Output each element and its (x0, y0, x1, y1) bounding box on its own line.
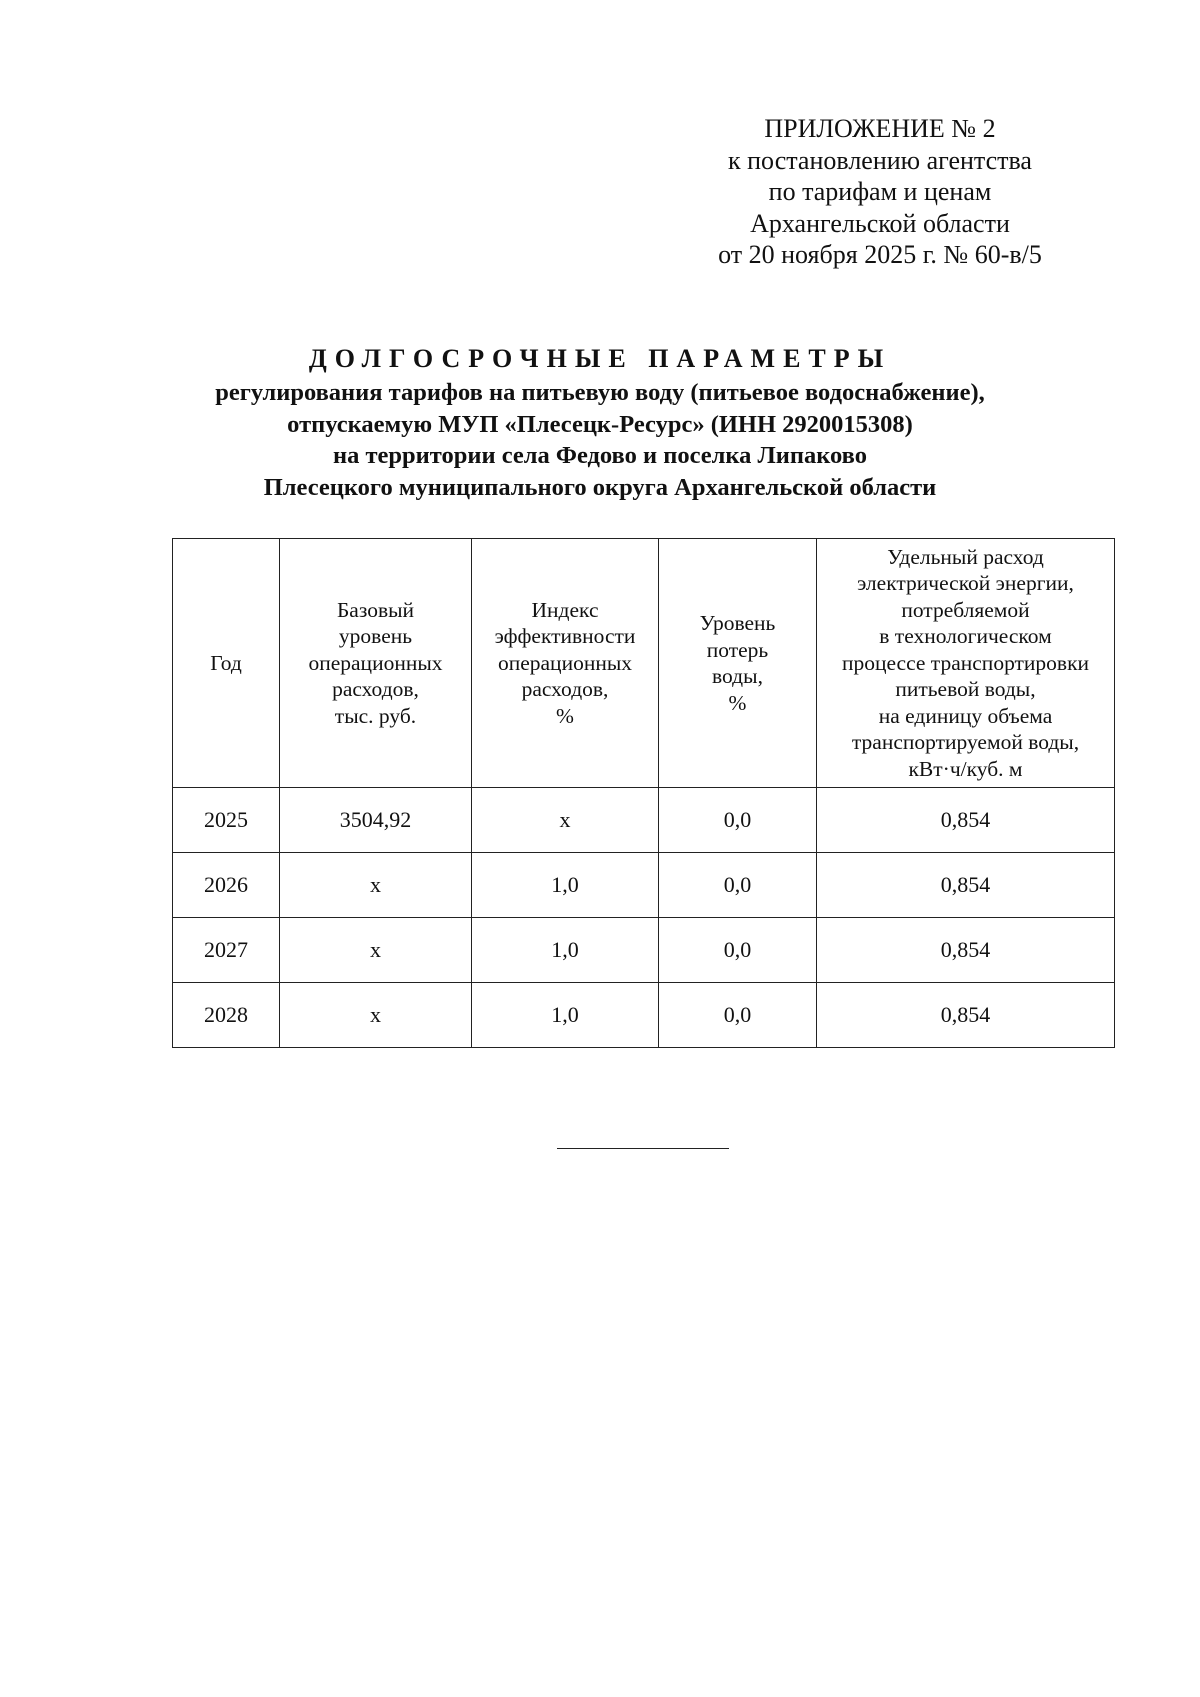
energy-consumption-cell: 0,854 (817, 983, 1115, 1048)
table-row (173, 853, 1115, 918)
appendix-date-line: от 20 ноября 2025 г. № 60-в/5 (718, 240, 1042, 269)
header-text-line: уровень (338, 624, 413, 649)
year-cell: 2027 (173, 918, 280, 983)
header-text-line: в технологическом (879, 624, 1052, 649)
table-header-row (173, 539, 1115, 788)
header-water-loss (659, 539, 817, 788)
header-text-line: Базовый (336, 597, 415, 622)
header-base-opex (280, 539, 472, 788)
parameters-table (172, 538, 1115, 1048)
year-cell: 2026 (173, 853, 280, 918)
base-opex-cell: х (280, 853, 472, 918)
header-text-line: расходов, (332, 677, 419, 702)
appendix-ref-line: к постановлению агентства (728, 145, 1032, 175)
energy-consumption-cell: 0,854 (817, 788, 1115, 853)
water-loss-cell: 0,0 (659, 918, 817, 983)
title-line: на территории села Федово и поселка Липаково (333, 442, 867, 469)
header-energy-consumption (817, 539, 1115, 788)
water-loss-cell: 0,0 (659, 983, 817, 1048)
table-body (173, 788, 1115, 1048)
appendix-number: ПРИЛОЖЕНИЕ № 2 (764, 114, 996, 143)
header-text-line: воды, (712, 664, 763, 688)
header-text-line: Уровень (699, 611, 776, 635)
table-row (173, 918, 1115, 983)
header-text-line: на единицу объема (878, 703, 1053, 728)
table-row (173, 788, 1115, 853)
appendix-block (600, 113, 1160, 271)
energy-consumption-cell: 0,854 (817, 918, 1115, 983)
title-line: регулирования тарифов на питьевую воду (питьевое водоснабжение), (215, 379, 985, 406)
document-title (100, 343, 1100, 503)
header-text-line: потерь (706, 637, 769, 662)
end-divider (557, 1148, 729, 1149)
header-year (173, 539, 280, 788)
header-text-line: кВт·ч/куб. м (908, 756, 1023, 781)
year-cell: 2025 (173, 788, 280, 853)
efficiency-index-cell: 1,0 (472, 983, 659, 1048)
header-text-line: питьевой воды, (895, 677, 1036, 702)
header-efficiency-index (472, 539, 659, 788)
header-text-line: Год (210, 650, 242, 675)
appendix-ref-line: по тарифам и ценам (768, 177, 992, 206)
base-opex-cell: х (280, 983, 472, 1048)
header-text-line: % (556, 703, 574, 728)
base-opex-cell: х (280, 918, 472, 983)
energy-consumption-cell: 0,854 (817, 853, 1115, 918)
header-text-line: электрической энергии, (857, 571, 1074, 596)
base-opex-cell: 3504,92 (280, 788, 472, 853)
header-text-line: транспортируемой воды, (851, 730, 1080, 755)
header-text-line: % (728, 690, 747, 715)
efficiency-index-cell: 1,0 (472, 918, 659, 983)
title-line: Плесецкого муниципального округа Архангельской области (263, 473, 937, 501)
header-text-line: потребляемой (901, 597, 1030, 622)
table-row (173, 983, 1115, 1048)
header-text-line: операционных (497, 650, 633, 675)
water-loss-cell: 0,0 (659, 788, 817, 853)
year-cell: 2028 (173, 983, 280, 1048)
header-text-line: Индекс (531, 597, 599, 622)
header-text-line: операционных (308, 650, 443, 675)
header-text-line: процессе транспортировки (841, 650, 1090, 675)
header-text-line: расходов, (521, 677, 609, 702)
title-main: ДОЛГОСРОЧНЫЕ ПАРАМЕТРЫ (308, 344, 892, 373)
water-loss-cell: 0,0 (659, 853, 817, 918)
efficiency-index-cell: 1,0 (472, 853, 659, 918)
appendix-ref-line: Архангельской области (750, 208, 1010, 238)
header-text-line: эффективности (494, 624, 636, 649)
header-text-line: тыс. руб. (334, 703, 417, 728)
title-line: отпускаемую МУП «Плесецк-Ресурс» (ИНН 2920015308) (287, 410, 913, 438)
efficiency-index-cell: х (472, 788, 659, 853)
header-text-line: Удельный расход (887, 544, 1044, 569)
